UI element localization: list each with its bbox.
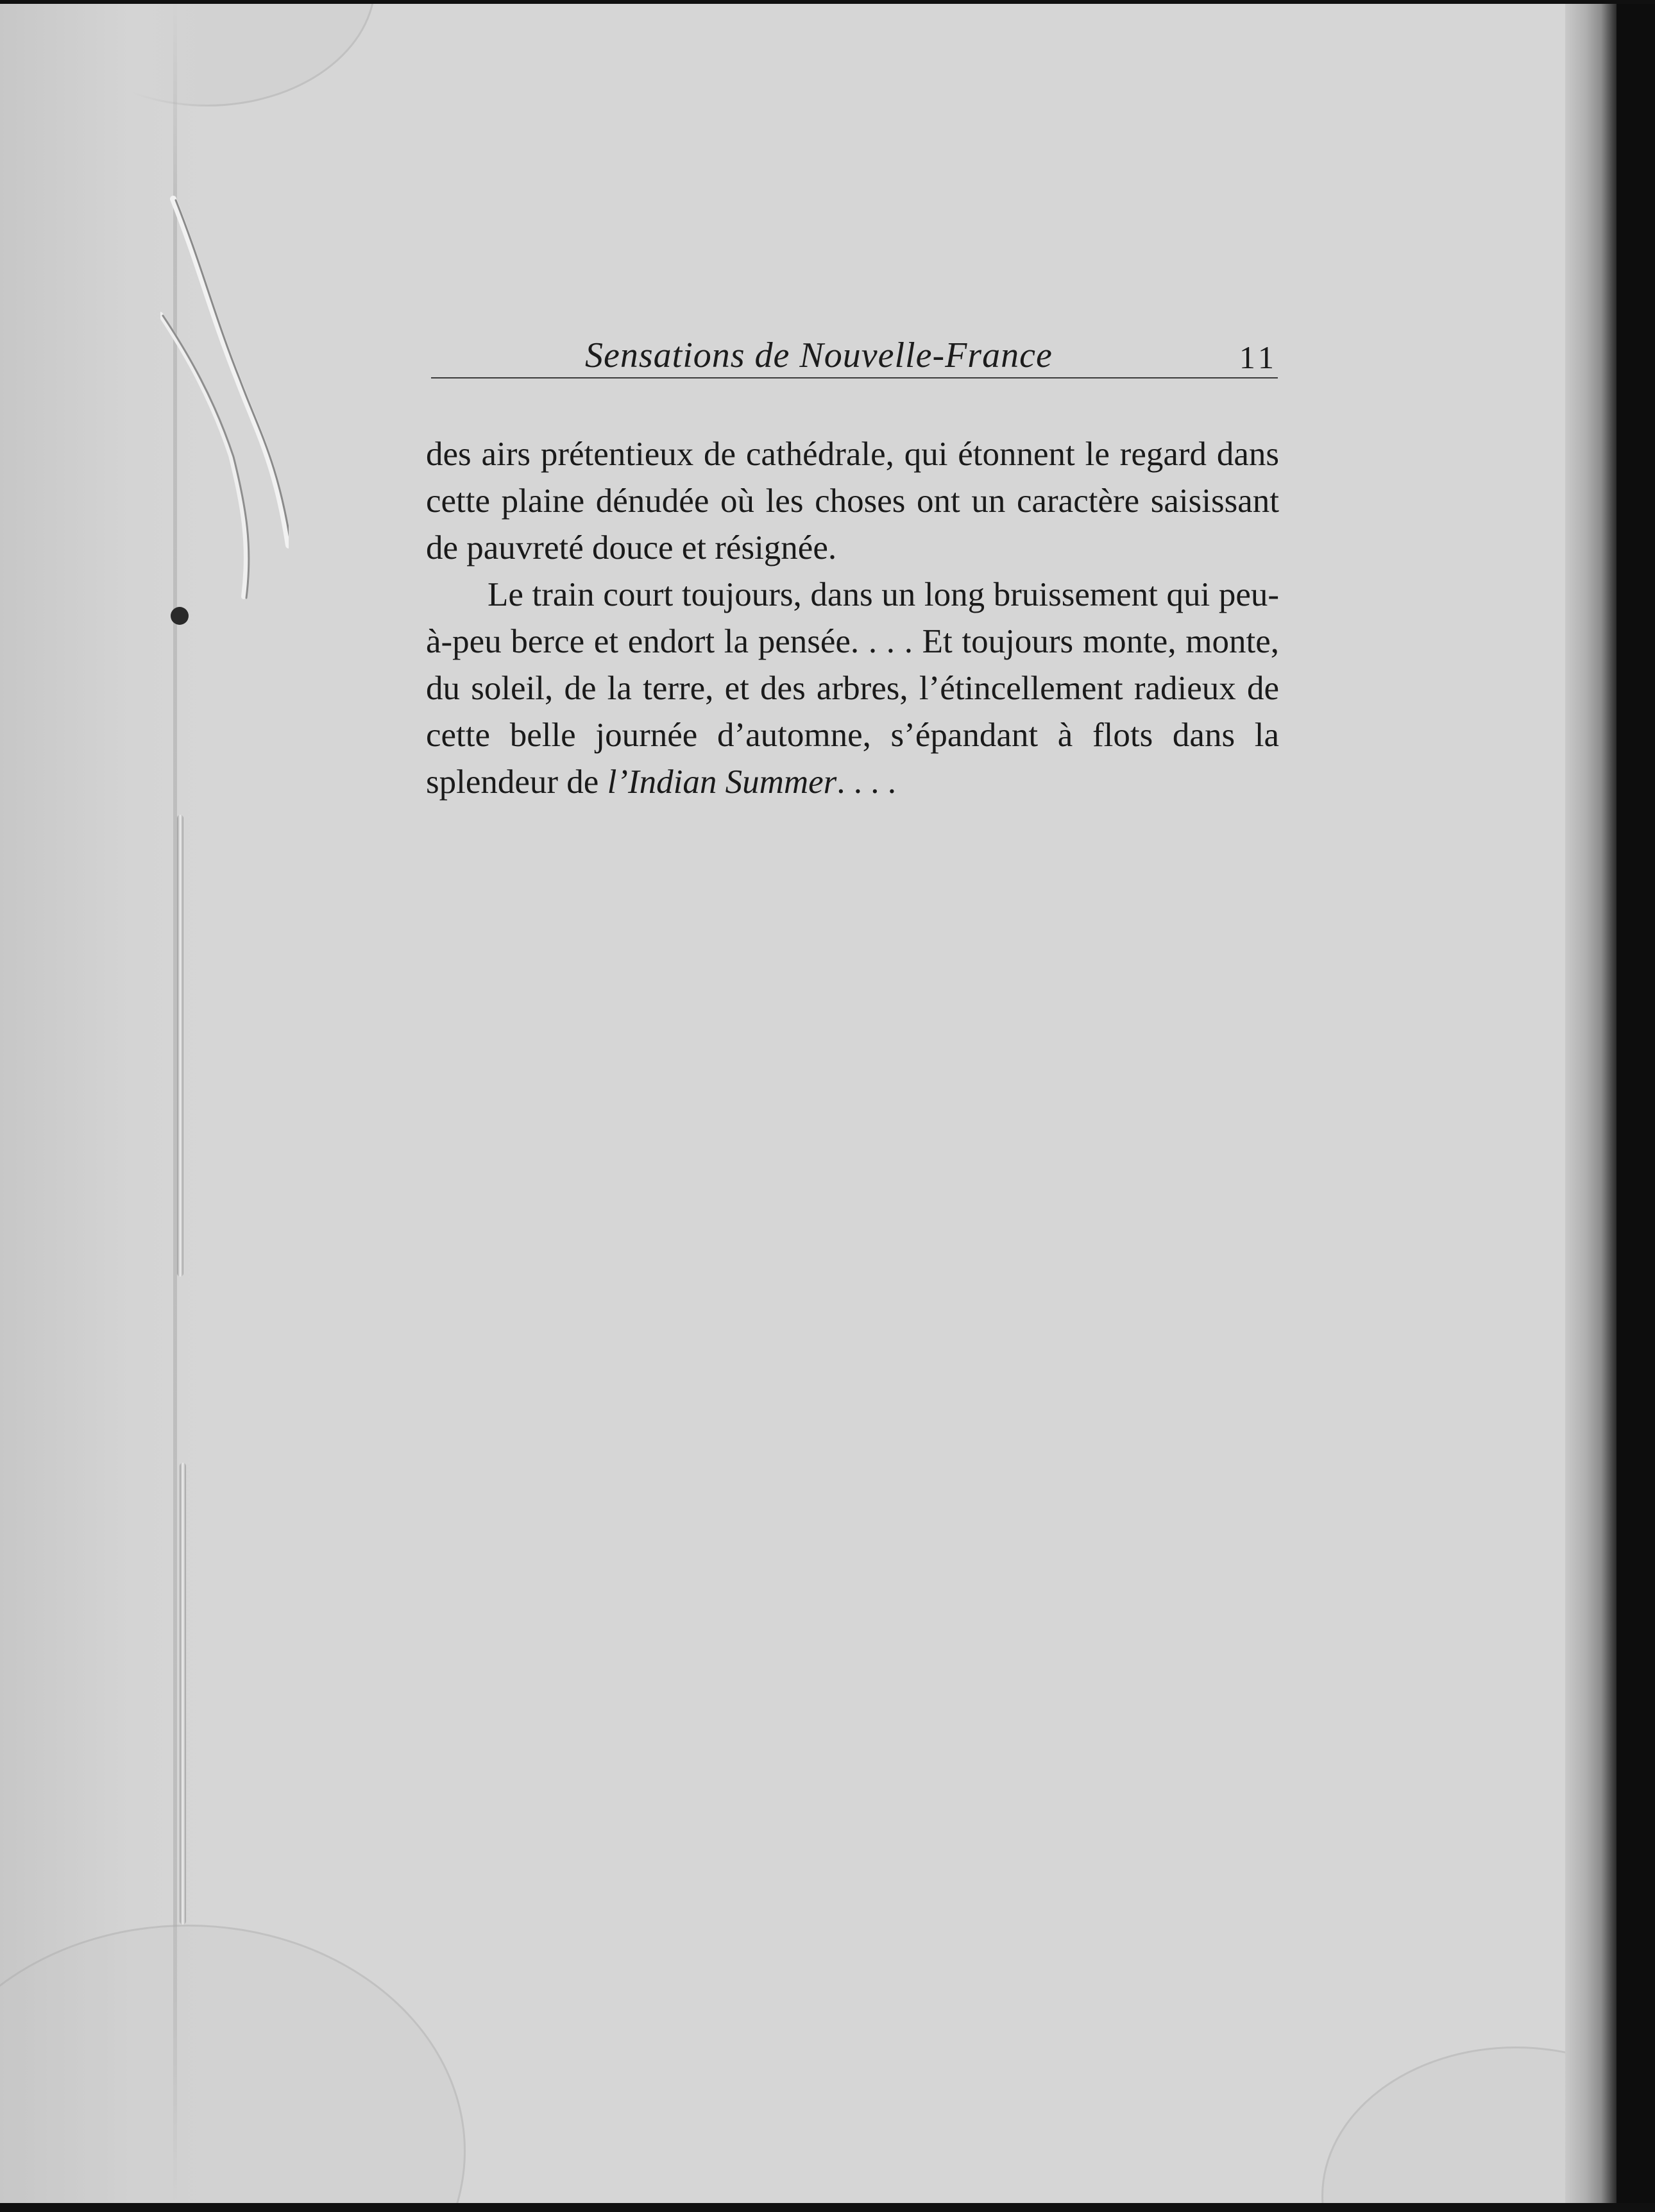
binding-thread — [160, 186, 289, 635]
paragraph-ellipsis: . . . . — [836, 763, 897, 801]
water-stain-bottom-right — [1321, 2046, 1604, 2212]
binding-stitch — [177, 815, 183, 1277]
italic-phrase: l’Indian Summer — [607, 763, 837, 801]
page-edge — [1565, 0, 1617, 2212]
paragraph: des airs prétentieux de cathédrale, qui étonnent le regard dans cette plaine dénudée où les choses ont un caractère saisissant de pauvreté douce et résignée. — [426, 436, 1279, 566]
scan-border-bottom — [0, 2203, 1655, 2212]
paragraph-text: Le train court toujours, dans un long bruissement qui peu-à-peu berce et endort la pensée. . . . Et toujours monte, monte, du soleil, de la terre, et des arbres, l’étincellement radieux de cette belle journée d’automne, s’épandant à flots dans la splendeur de — [426, 576, 1279, 801]
scan-border-right — [1617, 0, 1655, 2212]
running-head — [431, 326, 1278, 379]
body-text — [426, 431, 1279, 806]
binding-stitch — [180, 1463, 186, 1925]
paragraph — [426, 572, 1279, 806]
scan-border-top — [0, 0, 1655, 4]
running-title: Sensations de Nouvelle-France — [585, 336, 1053, 375]
water-stain-bottom-left — [0, 1925, 466, 2212]
page-number: 11 — [1239, 339, 1278, 375]
